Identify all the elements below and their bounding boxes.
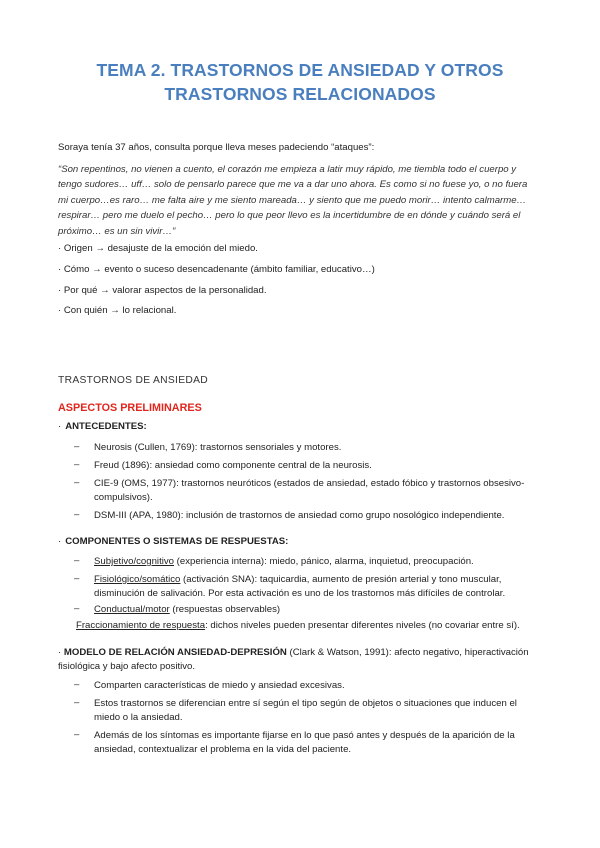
antecedente-item — [94, 509, 544, 523]
dash-mark: – — [74, 459, 80, 470]
modelo-item — [94, 679, 544, 693]
bullet-mark: · — [58, 536, 62, 547]
item-line: Además de los síntomas es importante fijarse en lo que pasó antes y después de la aparición de la — [94, 730, 515, 741]
item-line: miedo o la ansiedad. — [94, 712, 183, 723]
dash-mark: – — [74, 441, 80, 452]
modelo-heading: MODELO DE RELACIÓN ANSIEDAD-DEPRESIÓN — [63, 647, 287, 658]
dash-mark: – — [74, 573, 80, 584]
dash-mark: – — [74, 697, 80, 708]
title-line-1: TEMA 2. TRASTORNOS DE ANSIEDAD Y OTROS — [96, 60, 504, 80]
quote-line: mi cuerpo…es raro… me falta aire y me siento mareada… y siento que me puedo morir… intento calmarme… — [58, 194, 527, 206]
term-fraccionamiento: Fraccionamiento de respuesta — [76, 620, 206, 631]
bullet-origen: · Origen → desajuste de la emoción del miedo. — [58, 243, 258, 254]
aspects-heading: ASPECTOS PRELIMINARES — [58, 402, 202, 414]
quote-line: próximo… es un sin vivir…” — [58, 225, 176, 237]
componentes-heading-text: COMPONENTES O SISTEMAS DE RESPUESTAS: — [65, 536, 289, 547]
quote-line: tengo sudores… uff… solo de pensarlo parece que me va a dar uno ahora. Es como si no fuese yo, o no fuera — [58, 179, 528, 191]
bullet-con-quien: · Con quién → lo relacional. — [58, 305, 177, 316]
antecedentes-heading — [58, 421, 147, 432]
bullet-mark: · — [58, 647, 62, 658]
dash-mark: – — [74, 679, 80, 690]
bullet-como: · Cómo → evento o suceso desencadenante (ámbito familiar, educativo…) — [58, 264, 375, 275]
componente-item — [94, 555, 544, 569]
modelo-paragraph — [58, 646, 544, 674]
dash-mark: – — [74, 729, 80, 740]
title-line-2: TRASTORNOS RELACIONADOS — [164, 84, 436, 104]
antecedentes-heading-text: ANTECEDENTES: — [65, 421, 147, 432]
item-line: disminución de salivación. Por esta activación es uno de los trastornos más difíciles de controlar. — [94, 588, 506, 599]
componente-item — [94, 573, 544, 601]
dash-mark: – — [74, 555, 80, 566]
quote-line: respirar… pero me duelo el pecho… pero lo que peor llevo es la incertidumbre de en dónde y cuándo será el — [58, 210, 521, 222]
fraccionamiento-note — [76, 620, 520, 631]
item-line: compulsivos). — [94, 492, 153, 503]
modelo-line: fisiológica y bajo afecto positivo. — [58, 661, 196, 672]
quote-line: “Son repentinos, no vienen a cuento, el corazón me empieza a latir muy rápido, me tiembla todo el cuerpo y — [58, 164, 517, 175]
antecedente-item — [94, 477, 544, 505]
case-intro: Soraya tenía 37 años, consulta porque lleva meses padeciendo “ataques”: — [58, 142, 375, 153]
modelo-item — [94, 729, 544, 757]
page-title — [60, 58, 540, 106]
dash-mark: – — [74, 477, 80, 488]
componentes-heading — [58, 536, 288, 547]
bullet-mark: · — [58, 421, 62, 432]
dash-mark: – — [74, 603, 80, 614]
modelo-text: (Clark & Watson, 1991): afecto negativo, hiperactivación — [286, 647, 529, 658]
modelo-item — [94, 697, 544, 725]
item-line: Comparten características de miedo y ansiedad excesivas. — [94, 680, 345, 691]
item-line: Freud (1896): ansiedad como componente central de la neurosis. — [94, 460, 372, 471]
patient-quote — [58, 162, 544, 239]
bullet-por-que: · Por qué → valorar aspectos de la personalidad. — [58, 285, 267, 296]
item-line: DSM-III (APA, 1980): inclusión de trastornos de ansiedad como grupo nosológico independiente. — [94, 510, 505, 521]
term-conductual: Conductual/motor — [94, 604, 170, 615]
antecedente-item — [94, 459, 544, 473]
componente-item — [94, 603, 544, 617]
item-line: Neurosis (Cullen, 1769): trastornos sensoriales y motores. — [94, 442, 342, 453]
term-subjetivo: Subjetivo/cognitivo — [94, 556, 174, 567]
item-text: (experiencia interna): miedo, pánico, alarma, inquietud, preocupación. — [174, 556, 474, 567]
item-line: Estos trastornos se diferencian entre sí según el tipo según de objetos o situaciones que inducen el — [94, 698, 517, 709]
item-text: (respuestas observables) — [169, 604, 281, 615]
item-line: CIE-9 (OMS, 1977): trastornos neuróticos (estados de ansiedad, estado fóbico y trastornos obsesivo- — [94, 478, 525, 489]
dash-mark: – — [74, 509, 80, 520]
item-line: ansiedad, contextualizar el problema en la vida del paciente. — [94, 744, 352, 755]
antecedente-item — [94, 441, 544, 455]
item-text: (activación SNA): taquicardia, aumento de presión arterial y tono muscular, — [180, 574, 502, 585]
fraccionamiento-text: : dichos niveles pueden presentar diferentes niveles (no covariar entre sí). — [205, 620, 520, 631]
section-title: TRASTORNOS DE ANSIEDAD — [58, 375, 209, 386]
term-fisiologico: Fisiológico/somático — [94, 574, 181, 585]
